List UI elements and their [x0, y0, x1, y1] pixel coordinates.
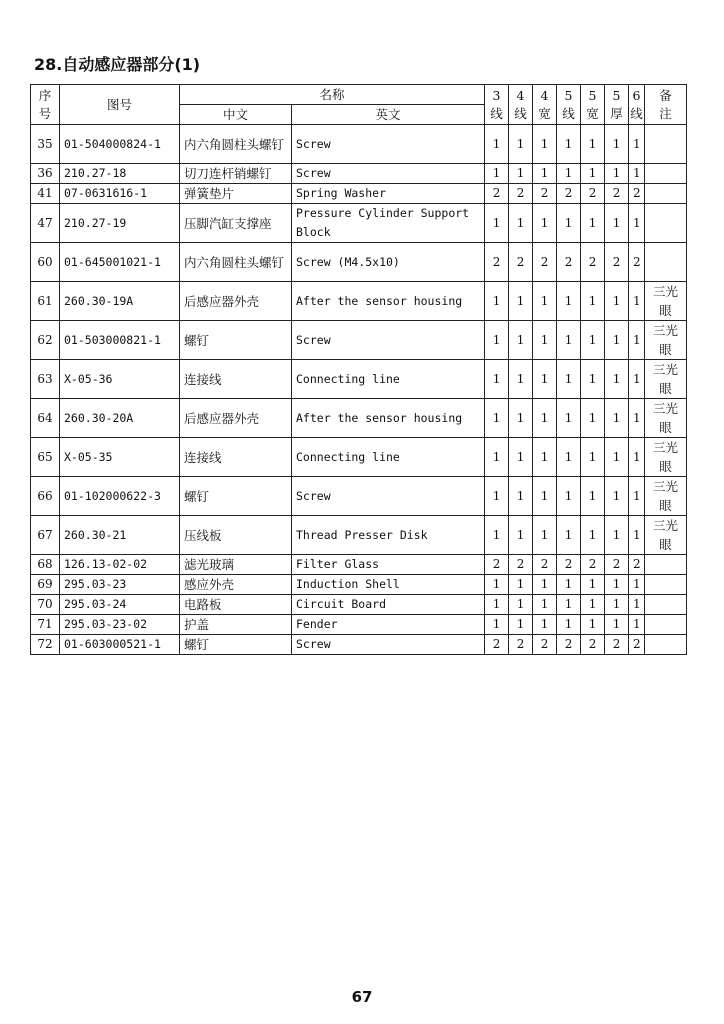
quantity-cell: 2 — [533, 184, 557, 204]
name-english: Screw — [292, 125, 485, 164]
table-row — [31, 282, 687, 321]
row-number: 68 — [31, 555, 60, 575]
table-row — [31, 399, 687, 438]
table-row — [31, 125, 687, 164]
quantity-cell: 2 — [581, 184, 605, 204]
quantity-cell: 2 — [509, 635, 533, 655]
quantity-cell: 2 — [605, 184, 629, 204]
quantity-cell: 1 — [629, 438, 645, 477]
header-en: 英文 — [292, 105, 485, 125]
name-chinese: 切刀连杆销螺钉 — [180, 164, 292, 184]
name-chinese: 压线板 — [180, 516, 292, 555]
part-code: 295.03-23-02 — [60, 615, 180, 635]
quantity-cell: 1 — [509, 615, 533, 635]
name-english: Connecting line — [292, 360, 485, 399]
row-number: 72 — [31, 635, 60, 655]
quantity-cell: 1 — [581, 282, 605, 321]
quantity-cell: 1 — [581, 516, 605, 555]
quantity-cell: 1 — [533, 360, 557, 399]
quantity-cell: 1 — [533, 477, 557, 516]
name-english: Induction Shell — [292, 575, 485, 595]
quantity-cell: 1 — [629, 615, 645, 635]
quantity-cell: 1 — [629, 321, 645, 360]
header-variant-6: 6 线 — [629, 85, 645, 125]
quantity-cell: 1 — [485, 360, 509, 399]
name-chinese: 连接线 — [180, 438, 292, 477]
quantity-cell: 1 — [629, 360, 645, 399]
table-row — [31, 615, 687, 635]
quantity-cell: 2 — [581, 555, 605, 575]
quantity-cell: 1 — [485, 125, 509, 164]
name-english: Pressure Cylinder Support Block — [292, 204, 485, 243]
row-number: 63 — [31, 360, 60, 399]
quantity-cell: 1 — [557, 321, 581, 360]
remark-cell — [645, 635, 687, 655]
quantity-cell: 2 — [533, 555, 557, 575]
quantity-cell: 1 — [581, 438, 605, 477]
name-chinese: 连接线 — [180, 360, 292, 399]
quantity-cell: 2 — [605, 635, 629, 655]
part-code: 295.03-23 — [60, 575, 180, 595]
part-code: 01-102000622-3 — [60, 477, 180, 516]
row-number: 62 — [31, 321, 60, 360]
quantity-cell: 1 — [485, 282, 509, 321]
name-chinese: 内六角圆柱头螺钉 — [180, 243, 292, 282]
quantity-cell: 1 — [533, 164, 557, 184]
part-code: X-05-36 — [60, 360, 180, 399]
quantity-cell: 1 — [509, 282, 533, 321]
row-number: 66 — [31, 477, 60, 516]
quantity-cell: 1 — [533, 125, 557, 164]
header-no: 序 号 — [31, 85, 60, 125]
row-number: 67 — [31, 516, 60, 555]
remark-cell — [645, 125, 687, 164]
quantity-cell: 1 — [605, 477, 629, 516]
name-english: Screw — [292, 477, 485, 516]
remark-cell — [645, 555, 687, 575]
quantity-cell: 2 — [509, 243, 533, 282]
quantity-cell: 1 — [581, 399, 605, 438]
name-english: Filter Glass — [292, 555, 485, 575]
name-chinese: 后感应器外壳 — [180, 282, 292, 321]
quantity-cell: 1 — [605, 125, 629, 164]
quantity-cell: 1 — [533, 399, 557, 438]
quantity-cell: 1 — [605, 399, 629, 438]
row-number: 64 — [31, 399, 60, 438]
row-number: 36 — [31, 164, 60, 184]
quantity-cell: 1 — [509, 477, 533, 516]
table-row — [31, 204, 687, 243]
part-code: 210.27-19 — [60, 204, 180, 243]
quantity-cell: 1 — [605, 204, 629, 243]
quantity-cell: 1 — [557, 477, 581, 516]
name-chinese: 滤光玻璃 — [180, 555, 292, 575]
remark-cell — [645, 595, 687, 615]
header-cn: 中文 — [180, 105, 292, 125]
part-code: 210.27-18 — [60, 164, 180, 184]
table-row — [31, 243, 687, 282]
table-row — [31, 184, 687, 204]
row-number: 71 — [31, 615, 60, 635]
quantity-cell: 1 — [629, 516, 645, 555]
name-chinese: 螺钉 — [180, 477, 292, 516]
table-row — [31, 595, 687, 615]
quantity-cell: 1 — [509, 360, 533, 399]
quantity-cell: 1 — [581, 615, 605, 635]
name-chinese: 后感应器外壳 — [180, 399, 292, 438]
table-row — [31, 575, 687, 595]
name-english: Screw (M4.5x10) — [292, 243, 485, 282]
table-row — [31, 635, 687, 655]
quantity-cell: 1 — [629, 125, 645, 164]
quantity-cell: 1 — [533, 595, 557, 615]
quantity-cell: 2 — [509, 555, 533, 575]
quantity-cell: 2 — [533, 243, 557, 282]
table-row — [31, 438, 687, 477]
part-code: 01-645001021-1 — [60, 243, 180, 282]
part-code: 260.30-20A — [60, 399, 180, 438]
quantity-cell: 1 — [485, 516, 509, 555]
quantity-cell: 1 — [605, 595, 629, 615]
table-row — [31, 164, 687, 184]
quantity-cell: 1 — [509, 575, 533, 595]
quantity-cell: 2 — [629, 555, 645, 575]
remark-cell: 三光眼 — [645, 516, 687, 555]
quantity-cell: 1 — [581, 321, 605, 360]
quantity-cell: 1 — [629, 477, 645, 516]
name-english: Circuit Board — [292, 595, 485, 615]
row-number: 35 — [31, 125, 60, 164]
row-number: 70 — [31, 595, 60, 615]
quantity-cell: 1 — [485, 321, 509, 360]
quantity-cell: 1 — [509, 438, 533, 477]
quantity-cell: 1 — [557, 399, 581, 438]
remark-cell: 三光眼 — [645, 321, 687, 360]
header-variant-0: 3 线 — [485, 85, 509, 125]
table-body — [31, 125, 687, 655]
remark-cell — [645, 164, 687, 184]
name-chinese: 内六角圆柱头螺钉 — [180, 125, 292, 164]
quantity-cell: 2 — [557, 184, 581, 204]
part-code: 260.30-19A — [60, 282, 180, 321]
quantity-cell: 2 — [629, 243, 645, 282]
page-title: 28.自动感应器部分(1) — [34, 55, 201, 74]
table-row — [31, 477, 687, 516]
quantity-cell: 1 — [485, 164, 509, 184]
name-chinese: 压脚汽缸支撑座 — [180, 204, 292, 243]
quantity-cell: 1 — [533, 516, 557, 555]
quantity-cell: 1 — [581, 125, 605, 164]
quantity-cell: 1 — [485, 477, 509, 516]
quantity-cell: 1 — [605, 615, 629, 635]
name-chinese: 电路板 — [180, 595, 292, 615]
quantity-cell: 1 — [605, 321, 629, 360]
part-code: 01-603000521-1 — [60, 635, 180, 655]
quantity-cell: 1 — [485, 575, 509, 595]
header-variant-2: 4 宽 — [533, 85, 557, 125]
quantity-cell: 1 — [557, 516, 581, 555]
table-row — [31, 555, 687, 575]
quantity-cell: 1 — [629, 204, 645, 243]
quantity-cell: 1 — [557, 595, 581, 615]
quantity-cell: 1 — [581, 204, 605, 243]
quantity-cell: 1 — [485, 399, 509, 438]
quantity-cell: 2 — [485, 555, 509, 575]
name-english: Thread Presser Disk — [292, 516, 485, 555]
quantity-cell: 1 — [557, 164, 581, 184]
quantity-cell: 1 — [629, 575, 645, 595]
quantity-cell: 2 — [557, 243, 581, 282]
quantity-cell: 1 — [509, 321, 533, 360]
remark-cell: 三光眼 — [645, 282, 687, 321]
name-english: Screw — [292, 321, 485, 360]
quantity-cell: 1 — [533, 282, 557, 321]
name-english: After the sensor housing — [292, 282, 485, 321]
table-row — [31, 516, 687, 555]
quantity-cell: 1 — [557, 282, 581, 321]
quantity-cell: 1 — [605, 516, 629, 555]
quantity-cell: 1 — [581, 595, 605, 615]
name-english: Fender — [292, 615, 485, 635]
part-code: 07-0631616-1 — [60, 184, 180, 204]
quantity-cell: 2 — [605, 243, 629, 282]
quantity-cell: 2 — [605, 555, 629, 575]
quantity-cell: 1 — [509, 399, 533, 438]
row-number: 65 — [31, 438, 60, 477]
header-row-top — [31, 85, 687, 105]
quantity-cell: 1 — [533, 575, 557, 595]
quantity-cell: 1 — [485, 595, 509, 615]
quantity-cell: 1 — [509, 204, 533, 243]
name-chinese: 弹簧垫片 — [180, 184, 292, 204]
header-variant-5: 5 厚 — [605, 85, 629, 125]
quantity-cell: 1 — [533, 438, 557, 477]
header-remark: 备 注 — [645, 85, 687, 125]
quantity-cell: 1 — [509, 125, 533, 164]
remark-cell: 三光眼 — [645, 477, 687, 516]
table-row — [31, 321, 687, 360]
quantity-cell: 1 — [629, 282, 645, 321]
quantity-cell: 1 — [557, 204, 581, 243]
name-chinese: 螺钉 — [180, 321, 292, 360]
name-english: Screw — [292, 164, 485, 184]
name-english: After the sensor housing — [292, 399, 485, 438]
row-number: 60 — [31, 243, 60, 282]
quantity-cell: 1 — [509, 595, 533, 615]
row-number: 47 — [31, 204, 60, 243]
quantity-cell: 1 — [557, 615, 581, 635]
header-code: 图号 — [60, 85, 180, 125]
quantity-cell: 1 — [557, 438, 581, 477]
quantity-cell: 1 — [605, 164, 629, 184]
quantity-cell: 1 — [605, 575, 629, 595]
quantity-cell: 2 — [629, 635, 645, 655]
name-english: Connecting line — [292, 438, 485, 477]
quantity-cell: 2 — [629, 184, 645, 204]
remark-cell — [645, 575, 687, 595]
quantity-cell: 1 — [533, 321, 557, 360]
quantity-cell: 2 — [557, 555, 581, 575]
quantity-cell: 1 — [557, 125, 581, 164]
part-code: 126.13-02-02 — [60, 555, 180, 575]
part-code: 260.30-21 — [60, 516, 180, 555]
quantity-cell: 1 — [605, 282, 629, 321]
header-variant-1: 4 线 — [509, 85, 533, 125]
remark-cell — [645, 243, 687, 282]
name-english: Screw — [292, 635, 485, 655]
part-code: 295.03-24 — [60, 595, 180, 615]
header-variant-3: 5 线 — [557, 85, 581, 125]
name-chinese: 螺钉 — [180, 635, 292, 655]
quantity-cell: 1 — [533, 615, 557, 635]
remark-cell: 三光眼 — [645, 360, 687, 399]
quantity-cell: 2 — [509, 184, 533, 204]
quantity-cell: 1 — [581, 360, 605, 399]
parts-table — [30, 84, 687, 655]
row-number: 41 — [31, 184, 60, 204]
quantity-cell: 2 — [485, 635, 509, 655]
quantity-cell: 1 — [581, 575, 605, 595]
quantity-cell: 2 — [485, 184, 509, 204]
table-row — [31, 360, 687, 399]
quantity-cell: 2 — [557, 635, 581, 655]
page-number: 67 — [351, 988, 373, 1006]
part-code: 01-503000821-1 — [60, 321, 180, 360]
quantity-cell: 2 — [533, 635, 557, 655]
name-english: Spring Washer — [292, 184, 485, 204]
quantity-cell: 1 — [605, 438, 629, 477]
quantity-cell: 1 — [485, 615, 509, 635]
header-variant-4: 5 宽 — [581, 85, 605, 125]
remark-cell: 三光眼 — [645, 399, 687, 438]
quantity-cell: 2 — [581, 243, 605, 282]
part-code: X-05-35 — [60, 438, 180, 477]
remark-cell: 三光眼 — [645, 438, 687, 477]
row-number: 61 — [31, 282, 60, 321]
quantity-cell: 1 — [605, 360, 629, 399]
name-chinese: 护盖 — [180, 615, 292, 635]
quantity-cell: 1 — [509, 516, 533, 555]
header-name: 名称 — [180, 85, 485, 105]
quantity-cell: 1 — [485, 204, 509, 243]
remark-cell — [645, 184, 687, 204]
quantity-cell: 2 — [485, 243, 509, 282]
remark-cell — [645, 204, 687, 243]
name-chinese: 感应外壳 — [180, 575, 292, 595]
quantity-cell: 1 — [581, 477, 605, 516]
quantity-cell: 1 — [581, 164, 605, 184]
quantity-cell: 1 — [509, 164, 533, 184]
quantity-cell: 1 — [533, 204, 557, 243]
quantity-cell: 1 — [629, 595, 645, 615]
quantity-cell: 1 — [629, 164, 645, 184]
remark-cell — [645, 615, 687, 635]
quantity-cell: 1 — [557, 575, 581, 595]
row-number: 69 — [31, 575, 60, 595]
quantity-cell: 2 — [581, 635, 605, 655]
part-code: 01-504000824-1 — [60, 125, 180, 164]
quantity-cell: 1 — [557, 360, 581, 399]
quantity-cell: 1 — [485, 438, 509, 477]
quantity-cell: 1 — [629, 399, 645, 438]
